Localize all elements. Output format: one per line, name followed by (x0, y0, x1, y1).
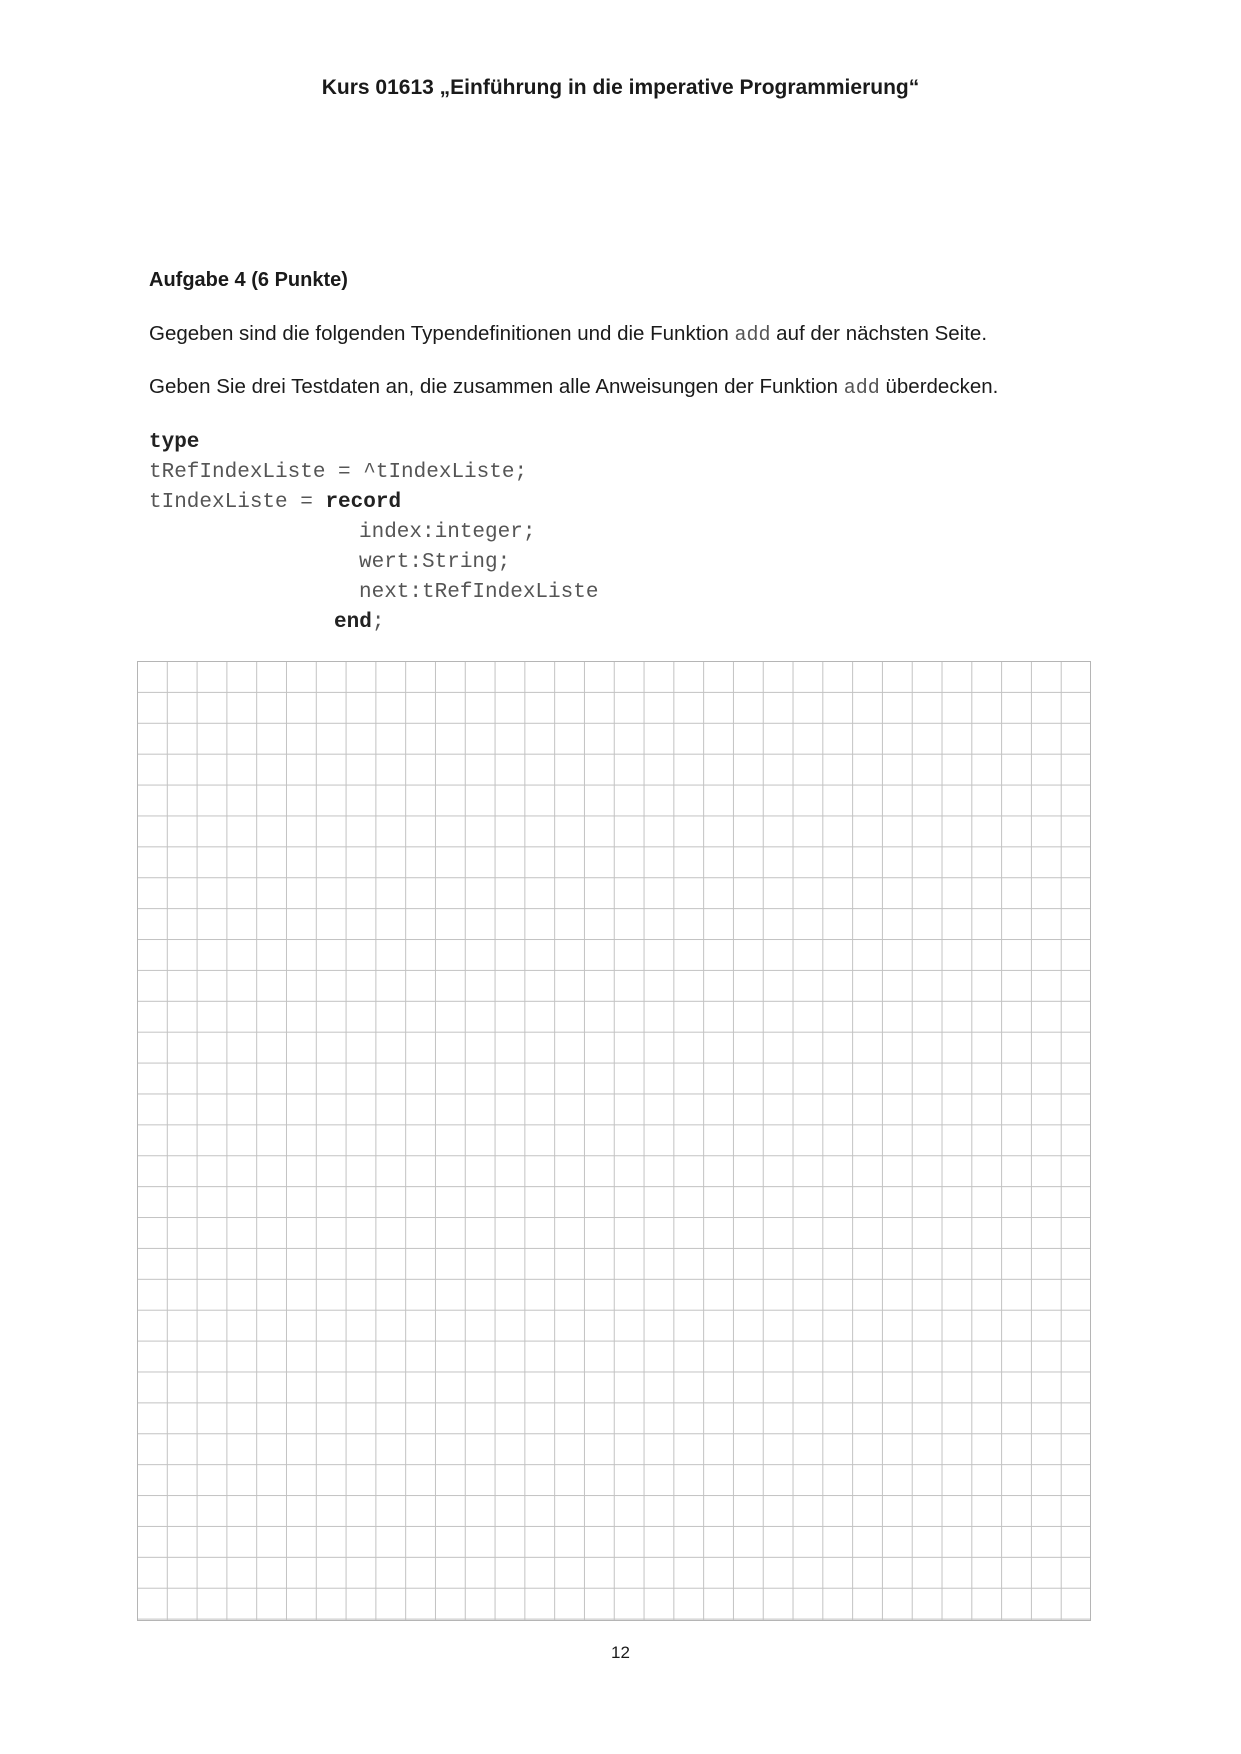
course-header: Kurs 01613 „Einführung in die imperative Programmierung“ (321, 76, 920, 99)
keyword-end: end (334, 611, 372, 634)
code-line-tindexliste-prefix: tIndexListe = (149, 491, 326, 514)
page-number: 12 (611, 1643, 630, 1662)
task-instruction-text-before: Geben Sie drei Testdaten an, die zusammen alle Anweisungen der Funktion (149, 375, 844, 398)
code-line-index: index:integer; (359, 521, 536, 544)
task-description-text-before: Gegeben sind die folgenden Typendefinitionen und die Funktion (149, 322, 735, 345)
code-line-tref: tRefIndexListe = ^tIndexListe; (149, 461, 528, 484)
task-instruction (149, 375, 998, 400)
task-instruction-text-after: überdecken. (879, 375, 999, 398)
type-definition-code (149, 428, 598, 638)
task-description (149, 322, 987, 347)
code-line-end-suffix: ; (371, 611, 385, 634)
answer-grid[interactable] (137, 661, 1091, 1621)
code-line-next: next:tRefIndexListe (359, 581, 599, 604)
inline-code-add: add (843, 377, 880, 400)
code-line-type (149, 428, 598, 458)
inline-code-add: add (734, 324, 771, 347)
keyword-type: type (149, 431, 200, 454)
code-line-wert: wert:String; (359, 551, 511, 574)
task-description-text-after: auf der nächsten Seite. (770, 322, 988, 345)
keyword-record: record (325, 491, 402, 514)
code-line-tindexliste (149, 488, 598, 518)
code-line-end (149, 608, 598, 638)
task-title: Aufgabe 4 (6 Punkte) (149, 269, 348, 291)
